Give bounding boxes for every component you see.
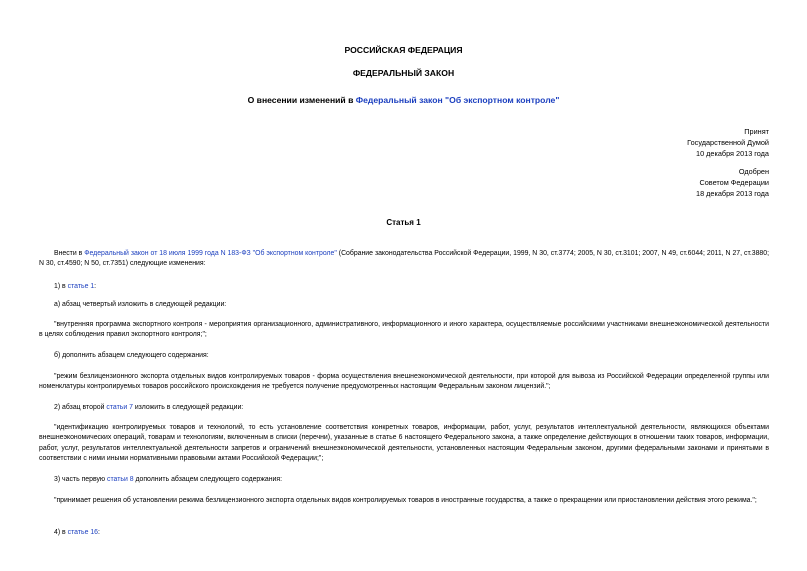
item-3-suffix: дополнить абзацем следующего содержания:	[133, 476, 282, 483]
adoption-block	[687, 126, 769, 159]
item-2-quote: "идентификацию контролируемых товаров и технологий, то есть установление соответствия конкретных товаров, информации, работ, услуг, результатов интеллектуальной деятельности, являющихся объектами внешнеэкономических операций, товарам и технологиям, включенным в списки (перечни), указанные в статье 6 настоящего Федерального закона, а также определение действующих в отношении таких товаров, информации, работ, услуг, результатов интеллектуальной деятельности запретов и ограничений внешнеэкономической деятельности, установленных настоящим Федеральным законом, другими федеральными законами и принятыми в соответствии с ними иными нормативными правовыми актами Российской Федерации;";	[39, 424, 769, 463]
item-4	[39, 528, 769, 538]
country-heading: РОССИЙСКАЯ ФЕДЕРАЦИЯ	[344, 45, 463, 55]
item-3-link[interactable]: статьи 8	[107, 476, 134, 483]
item-4-link[interactable]: статье 16	[67, 529, 98, 536]
item-1-suffix: :	[94, 283, 97, 290]
approval-line-3: 18 декабря 2013 года	[696, 189, 769, 198]
intro-law-link[interactable]: Федеральный закон от 18 июля 1999 года N 183-ФЗ "Об экспортном контроле"	[84, 250, 337, 257]
item-2-prefix: 2) абзац второй	[54, 404, 107, 411]
item-3-prefix: 3) часть первую	[54, 476, 108, 483]
item-3-quote: "принимает решения об установлении режима безлицензионного экспорта отдельных видов контролируемых товаров в иностранные государства, а также о прекращении или приостановлении действия этого режима.";	[54, 497, 757, 504]
item-2-link[interactable]: статьи 7	[106, 404, 133, 411]
adoption-line-3: 10 декабря 2013 года	[696, 149, 769, 158]
item-1a-quote: "внутренняя программа экспортного контроля - мероприятия организационного, административного, информационного и иного характера, осуществляемые российскими участниками внешнеэкономической деятельности в целях соблюдения правил экспортного контроля;";	[39, 321, 769, 339]
item-2-suffix: изложить в следующей редакции:	[132, 404, 244, 411]
approval-block	[696, 166, 769, 199]
item-4-prefix: 4) в	[54, 529, 68, 536]
law-title	[0, 95, 807, 105]
law-title-prefix: О внесении изменений в	[247, 95, 356, 105]
item-1b-quote: "режим безлицензионного экспорта отдельных видов контролируемых товаров - форма осуществления внешнеэкономической деятельности, при которой для вывоза из Российской Федерации определенной группы или номенклатуры контролируемых товаров российского происхождения не требуется получение предусмотренных настоящим Федеральным законом лицензий.";	[39, 373, 769, 391]
item-1a: а) абзац четвертый изложить в следующей редакции:	[54, 301, 227, 308]
approval-line-2: Советом Федерации	[699, 178, 769, 187]
approval-line-1: Одобрен	[738, 167, 769, 176]
adoption-line-2: Государственной Думой	[687, 138, 769, 147]
item-4-suffix: :	[98, 529, 100, 536]
item-1-prefix: 1) в	[54, 283, 68, 290]
item-1b: б) дополнить абзацем следующего содержания:	[54, 352, 209, 359]
adoption-line-1: Принят	[744, 127, 769, 136]
item-1-link[interactable]: статье 1	[67, 283, 95, 290]
item-1	[39, 282, 769, 292]
law-title-link[interactable]: Федеральный закон "Об экспортном контроле"	[355, 95, 560, 105]
law-type-heading: ФЕДЕРАЛЬНЫЙ ЗАКОН	[352, 68, 455, 78]
article-heading: Статья 1	[386, 218, 421, 227]
item-2	[39, 403, 769, 413]
intro-suffix: (Собрание законодательства Российской Федерации, 1999, N 30, ст.3774; 2005, N 30, ст.3101; 2007, N 49, ст.6044; 2011, N 27, ст.3880; N 30, ст.4590; N 50, ст.7351) следующие изменения:	[39, 250, 769, 268]
intro-prefix: Внести в	[54, 250, 85, 257]
intro-paragraph	[39, 249, 769, 270]
item-3	[39, 475, 769, 485]
